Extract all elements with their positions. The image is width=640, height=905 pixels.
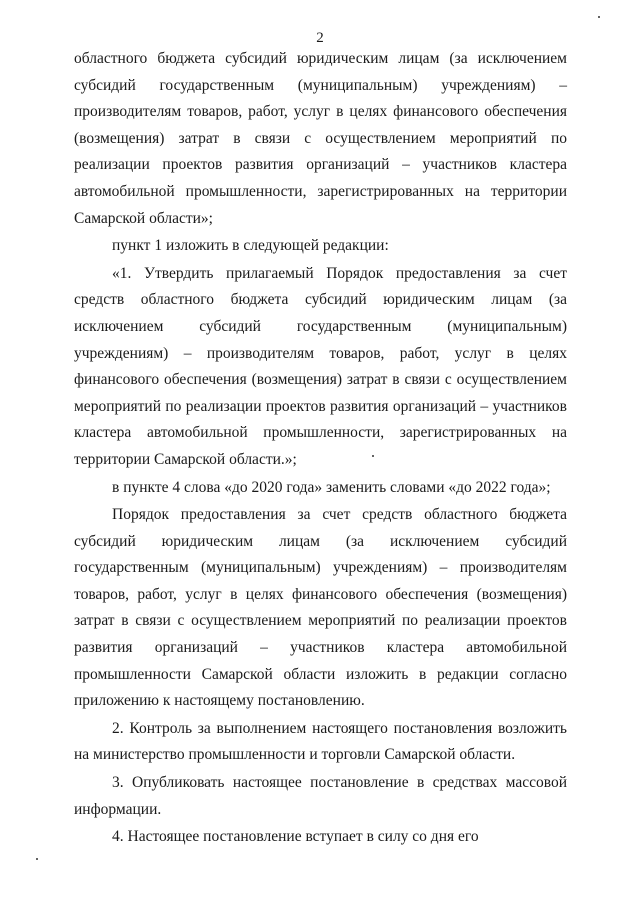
paragraph-continuation: областного бюджета субсидий юридическим лицам (за исключением субсидий государственным (муниципальным) учреждениям) – производителям товаров, работ, услуг в целях финансового обеспечения (возмещения) затрат в связи с осуществлением мероприятий по реализации проектов развития организаций – участников кластера автомобильной промышленности, зарегистрированных на территории Самарской области»;: [74, 50, 567, 227]
paragraph-item-4-change: в пункте 4 слова «до 2020 года» заменить словами «до 2022 года»;: [112, 478, 551, 496]
page-number: 2: [316, 30, 324, 46]
paragraph-item-1-text: «1. Утвердить прилагаемый Порядок предоставления за счет средств областного бюджета субсидий юридическим лицам (за исключением субсидий государственным (муниципальным) учреждениям) – производителям товаров, работ, услуг в целях финансового обеспечения (возмещения) затрат в связи с осуществлением мероприятий по реализации проектов развития организаций – участников кластера автомобильной промышленности, зарегистрированных на территории Самарской области.»;: [74, 264, 567, 468]
scan-speck: [598, 16, 600, 18]
scan-speck: [36, 858, 38, 860]
paragraph-procedure: Порядок предоставления за счет средств областного бюджета субсидий юридическим лицам (за исключением субсидий государственным (муниципальным) учреждениям) – производителям товаров, работ, услуг в целях финансового обеспечения (возмещения) затрат в связи с осуществлением мероприятий по реализации проектов развития организаций – участников кластера автомобильной промышленности Самарской области изложить в редакции согласно приложению к настоящему постановлению.: [74, 506, 567, 710]
paragraph-effective: 4. Настоящее постановление вступает в силу со дня его: [112, 828, 479, 846]
scan-speck: [372, 455, 374, 457]
document-body: [74, 46, 567, 851]
paragraph-item-1-intro: пункт 1 изложить в следующей редакции:: [112, 237, 389, 255]
paragraph-publish: 3. Опубликовать настоящее постановление в средствах массовой информации.: [74, 774, 567, 818]
paragraph-control: 2. Контроль за выполнением настоящего постановления возложить на министерство промышленности и торговли Самарской области.: [74, 719, 567, 764]
